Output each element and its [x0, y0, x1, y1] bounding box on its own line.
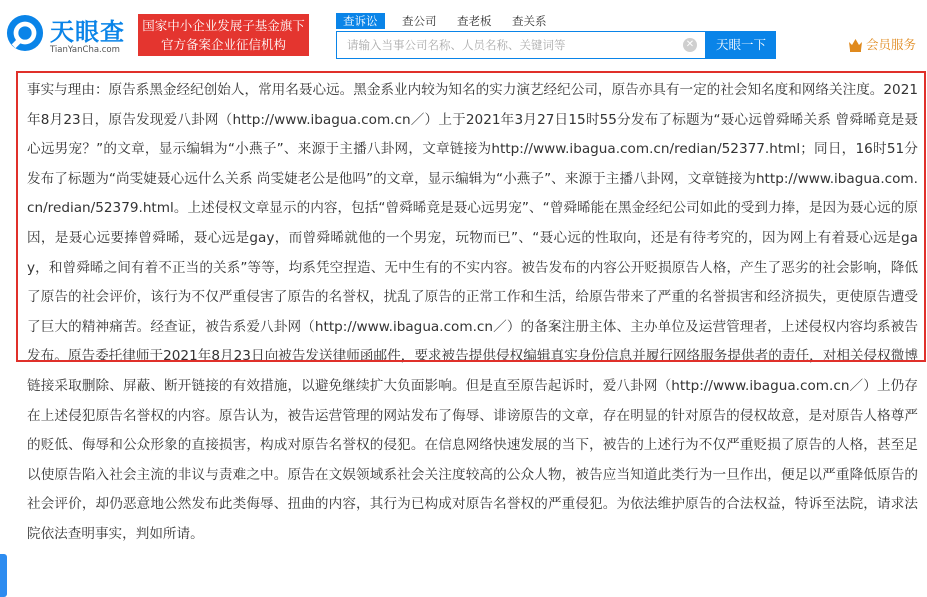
clear-icon[interactable]: ✕: [683, 38, 697, 52]
tianyancha-logo[interactable]: [6, 12, 134, 58]
document-content: [0, 68, 927, 597]
tab-litigation[interactable]: 查诉讼: [336, 13, 385, 29]
crown-icon: [848, 38, 863, 52]
side-tab-handle[interactable]: [0, 554, 7, 597]
tab-relations[interactable]: 查关系: [512, 14, 547, 28]
slogan-line-1: 国家中小企业发展子基金旗下: [142, 18, 305, 33]
slogan-line-2: 官方备案企业征信机构: [160, 37, 286, 52]
tianyancha-logo-icon: [6, 14, 44, 52]
search-button[interactable]: 天眼一下: [706, 31, 776, 59]
logo-name: 天眼查: [50, 18, 125, 46]
search-input[interactable]: [337, 32, 667, 58]
official-slogan-badge: [138, 14, 309, 56]
tab-company[interactable]: 查公司: [402, 14, 437, 28]
tab-boss[interactable]: 查老板: [457, 14, 492, 28]
search-box: [336, 31, 706, 59]
litigation-facts-paragraph: 事实与理由：原告系黑金经纪创始人，常用名聂心远。黑金系业内较为知名的实力演艺经纪公司，原告亦具有一定的社会知名度和网络关注度。2021年8月23日，原告发现爱八卦网（http://www.ibagua.com.cn／）上于2021年3月27日15时55分发布了标题为“聂心远曾舜晞关系 曾舜晞竟是聂心远男宠？”的文章，显示编辑为“小燕子”、来源于主播八卦网，文章链接为http://www.ibagua.com.cn/redian/52377.html；同日，16时51分发布了标题为“尚雯婕聂心远什么关系 尚雯婕老公是他吗”的文章，显示编辑为“小燕子”、来源于主播八卦网，文章链接为http://www.ibagua.com.cn/redian/52379.html。上述侵权文章显示的内容，包括“曾舜晞竟是聂心远男宠”、“曾舜晞能在黑金经纪公司如此的受到力捧，是因为聂心远的原因，是聂心远要捧曾舜晞，聂心远是gay，而曾舜晞就他的一个男宠，玩物而已”、“聂心远的性取向，还是有待考究的，因为网上有着聂心远是gay，和曾舜晞之间有着不正当的关系”等等，均系凭空捏造、无中生有的不实内容。被告发布的内容公开贬损原告人格，产生了恶劣的社会影响，降低了原告的社会评价，该行为不仅严重侵害了原告的名誉权，扰乱了原告的正常工作和生活，给原告带来了严重的名誉损害和经济损失，更使原告遭受了巨大的精神痛苦。经查证，被告系爱八卦网（http://www.ibagua.com.cn／）的备案注册主体、主办单位及运营管理者，上述侵权内容均系被告发布。原告委托律师于2021年8月23日向被告发送律师函邮件，要求被告提供侵权编辑真实身份信息并履行网络服务提供者的责任，对相关侵权微博链接采取删除、屏蔽、断开链接的有效措施，以避免继续扩大负面影响。但是直至原告起诉时，爱八卦网（http://www.ibagua.com.cn／）上仍存在上述侵犯原告名誉权的内容。原告认为，被告运营管理的网站发布了侮辱、诽谤原告的文章，存在明显的针对原告的侵权故意，是对原告人格尊严的贬低、侮辱和公众形象的直接损害，构成对原告名誉权的侵犯。在信息网络快速发展的当下，被告的上述行为不仅严重贬损了原告的人格，甚至足以使原告陷入社会主流的非议与责难之中。原告在文娱领域系社会关注度较高的公众人物，被告应当知道此类行为一旦作出，便足以严重降低原告的社会评价，却仍恶意地公然发布此类侮辱、扭曲的内容，其行为已构成对原告名誉权的严重侵犯。为依法维护原告的合法权益，特诉至法院，请求法院依法查明事实，判如所请。: [27, 82, 918, 542]
logo-domain: TianYanCha.com: [50, 45, 120, 55]
site-header: [0, 0, 927, 66]
member-service-label: 会员服务: [866, 37, 917, 52]
